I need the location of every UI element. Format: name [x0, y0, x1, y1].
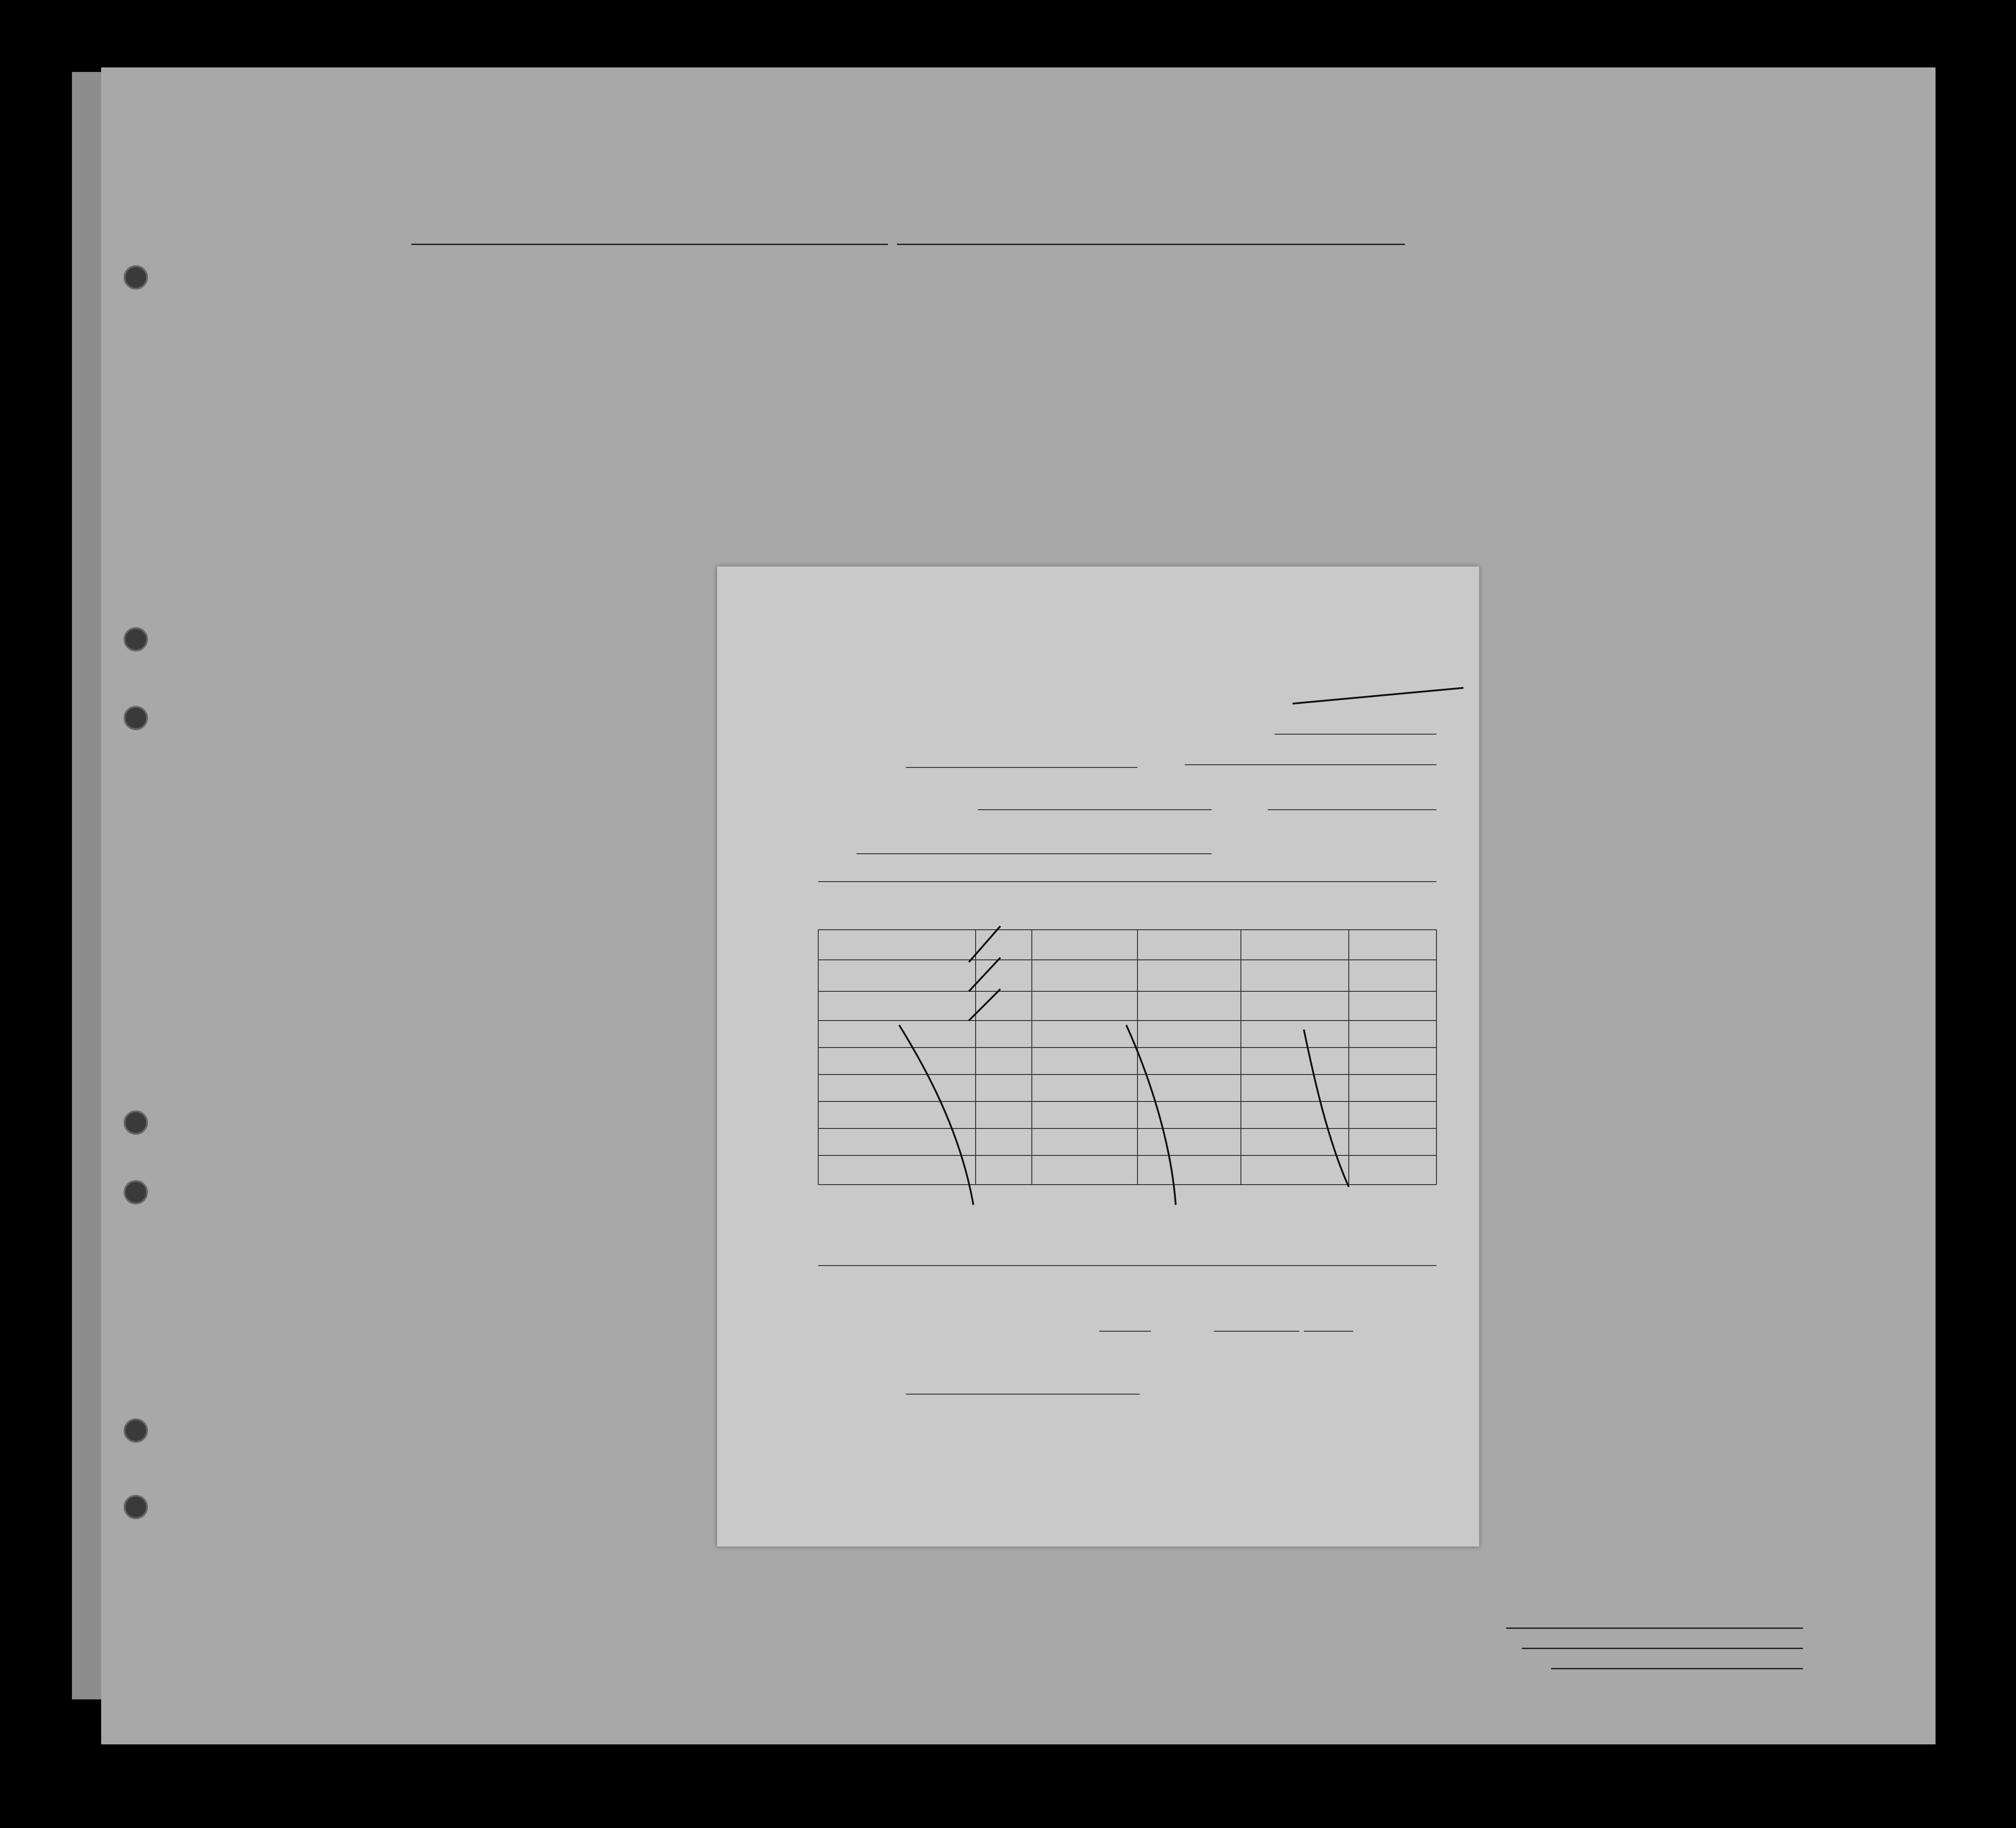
port-line [411, 244, 888, 245]
sworn-year-rule [1304, 1331, 1353, 1332]
binder-hole [124, 1110, 148, 1135]
sheet-edge [72, 72, 103, 1699]
binder-hole [124, 706, 148, 730]
agents-rule [1551, 1668, 1803, 1669]
binder-hole [124, 1180, 148, 1204]
binder-hole [124, 627, 148, 651]
manifest-sheet [101, 67, 1936, 1744]
owners-rule [1522, 1648, 1803, 1649]
binder-hole [124, 1418, 148, 1443]
sworn-day-rule [1099, 1331, 1151, 1332]
year-line [1243, 244, 1405, 245]
line-rule [1506, 1627, 1803, 1629]
inspector-rule [906, 1394, 1140, 1395]
crew-manifest-card [717, 566, 1479, 1547]
binder-hole [124, 1495, 148, 1519]
binder-hole [124, 265, 148, 290]
sworn-month-rule [1214, 1331, 1299, 1332]
crew-table-grid [717, 566, 1479, 1547]
